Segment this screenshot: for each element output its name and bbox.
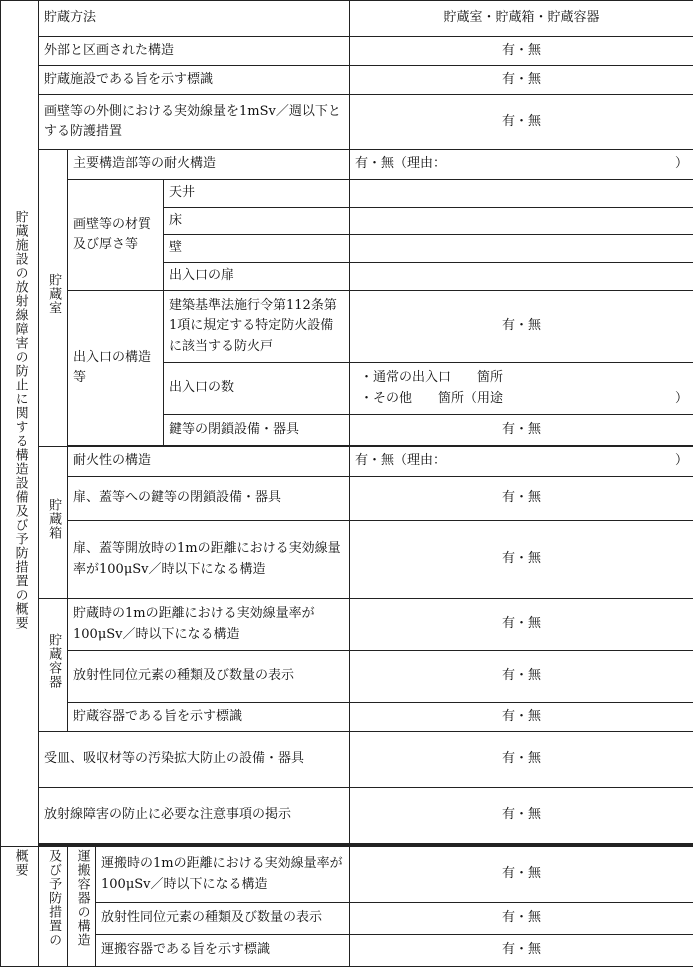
facility-sign-row: [1, 66, 693, 95]
door-label: 出入口の扉: [164, 263, 350, 291]
floor-value: [350, 208, 693, 235]
box-fireproof-label: 耐火性の構造: [68, 447, 350, 477]
transport-sign-value: 有・無: [350, 935, 693, 967]
box-lock-row: [1, 477, 693, 521]
container-dose-row: [1, 599, 693, 651]
room-lock-value: 有・無: [350, 415, 693, 446]
tray-value: 有・無: [350, 732, 693, 788]
fire-door-value: 有・無: [350, 291, 693, 363]
container-isotope-value: 有・無: [350, 651, 693, 703]
wall-label: 壁: [164, 235, 350, 263]
partitioned-value: 有・無: [350, 37, 693, 66]
box-open-dose-value: 有・無: [350, 521, 693, 599]
notice-label: 放射線障害の防止に必要な注意事項の掲示: [39, 788, 350, 844]
box-lock-value: 有・無: [350, 477, 693, 521]
wall-value: [350, 235, 693, 263]
room-fireproof-value: 有・無（理由： ）: [350, 150, 693, 180]
door-value: [350, 263, 693, 291]
box-fireproof-row: [1, 447, 693, 477]
box-section-label: 貯蔵箱: [39, 447, 68, 599]
wall-group-label: 画壁等の材質及び厚さ等: [68, 180, 164, 291]
entrance-count-label: 出入口の数: [164, 363, 350, 415]
box-open-dose-row: [1, 521, 693, 599]
transport-dose-value: 有・無: [350, 847, 693, 903]
entrance-count-value: [350, 363, 693, 415]
box-open-dose-label: 扉、蓋等開放時の1mの距離における実効線量率が100μSv／時以下になる構造: [68, 521, 350, 599]
facility-sign-value: 有・無: [350, 66, 693, 95]
container-sign-value: 有・無: [350, 703, 693, 732]
transport-section-label-c: 概要: [1, 847, 39, 967]
storage-method-label: 貯蔵方法: [39, 1, 350, 37]
container-dose-value: 有・無: [350, 599, 693, 651]
container-sign-label: 貯蔵容器である旨を示す標識: [68, 703, 350, 732]
transport-dose-row: [1, 847, 693, 903]
container-section-label: 貯蔵容器: [39, 599, 68, 732]
facility-section-label: 貯蔵施設の放射線障害の防止に関する構造設備及び予防措置の概要: [1, 1, 39, 847]
room-fireproof-label: 主要構造部等の耐火構造: [68, 150, 350, 180]
transport-section-label-a: 運搬容器の構造: [68, 847, 96, 967]
shielding-value: 有・無: [350, 95, 693, 150]
partitioned-row: [1, 37, 693, 66]
ceiling-row: [1, 180, 693, 208]
room-fireproof-row: [1, 150, 693, 180]
box-lock-label: 扉、蓋等への鍵等の閉鎖設備・器具: [68, 477, 350, 521]
tray-row: [1, 732, 693, 788]
notice-row: [1, 788, 693, 844]
box-fireproof-value: 有・無（理由： ）: [350, 447, 693, 477]
other-entrance-text: ・その他 箇所（用途 ）: [360, 389, 688, 409]
notice-value: 有・無: [350, 788, 693, 844]
transport-isotope-label: 放射性同位元素の種類及び数量の表示: [96, 903, 350, 935]
transport-sign-row: [1, 935, 693, 967]
storage-method-value: 貯蔵室・貯蔵箱・貯蔵容器: [350, 1, 693, 37]
fire-door-row: [1, 291, 693, 363]
container-isotope-row: [1, 651, 693, 703]
facility-sign-label: 貯蔵施設である旨を示す標識: [39, 66, 350, 95]
container-sign-row: [1, 703, 693, 732]
transport-isotope-row: [1, 903, 693, 935]
transport-sign-label: 運搬容器である旨を示す標識: [96, 935, 350, 967]
entrance-group-label: 出入口の構造等: [68, 291, 164, 446]
room-section-label: 貯蔵室: [39, 150, 68, 447]
shielding-label: 画壁等の外側における実効線量を1mSv／週以下とする防護措置: [39, 95, 350, 150]
ceiling-value: [350, 180, 693, 208]
normal-entrance-text: ・通常の出入口 箇所: [360, 368, 688, 388]
container-isotope-label: 放射性同位元素の種類及び数量の表示: [68, 651, 350, 703]
fire-door-label: 建築基準法施行令第112条第1項に規定する特定防火設備に該当する防火戸: [164, 291, 350, 363]
container-dose-label: 貯蔵時の1mの距離における実効線量率が100μSv／時以下になる構造: [68, 599, 350, 651]
floor-label: 床: [164, 208, 350, 235]
transport-dose-label: 運搬時の1mの距離における実効線量率が100μSv／時以下になる構造: [96, 847, 350, 903]
header-row: [1, 1, 693, 37]
partitioned-label: 外部と区画された構造: [39, 37, 350, 66]
room-lock-label: 鍵等の閉鎖設備・器具: [164, 415, 350, 446]
ceiling-label: 天井: [164, 180, 350, 208]
transport-isotope-value: 有・無: [350, 903, 693, 935]
tray-label: 受皿、吸収材等の汚染拡大防止の設備・器具: [39, 732, 350, 788]
shielding-row: [1, 95, 693, 150]
transport-section-label-b: 及び予防措置の: [39, 847, 68, 967]
